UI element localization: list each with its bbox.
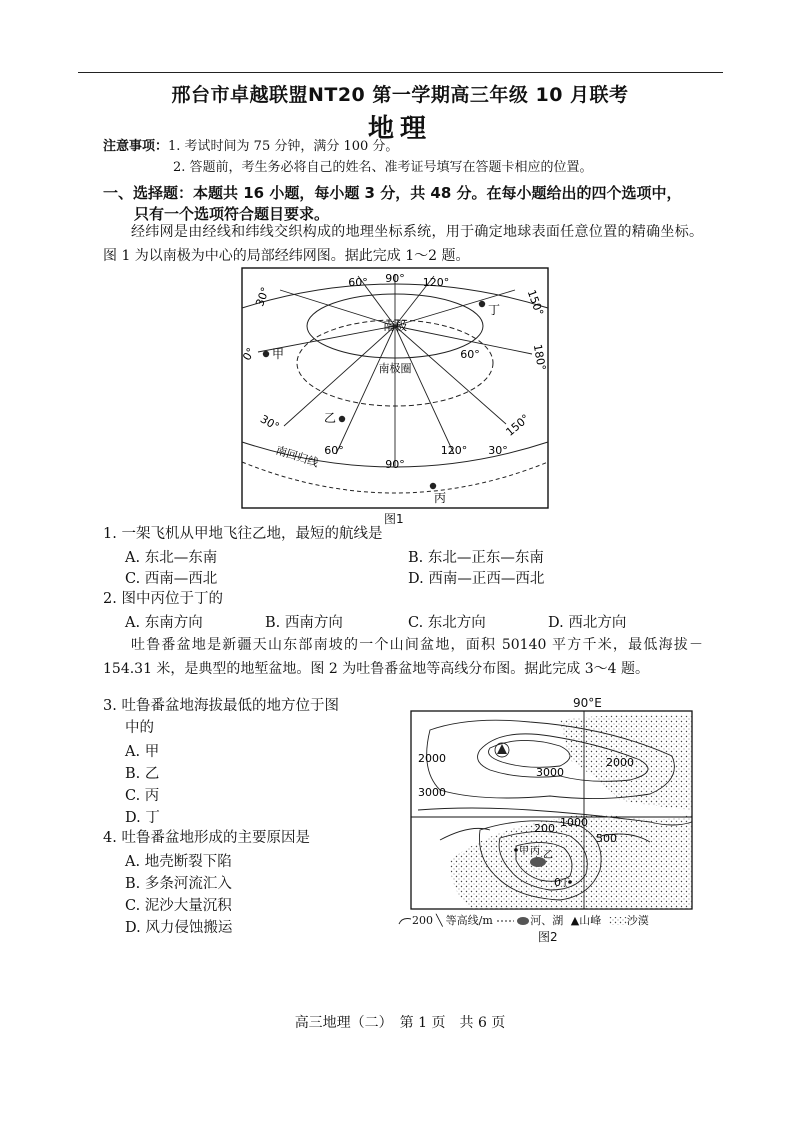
contour-label: 2000 [606,756,634,769]
question-3-option-b: B. 乙 [125,766,160,782]
lon-label: 30° [253,285,273,309]
lon-label: 30° [488,444,508,457]
subject-title: 地理 [367,114,432,144]
question-3-stem-2: 中的 [125,720,154,736]
figure-2 [410,710,693,910]
legend-contour-unit: 等高线/m [445,914,493,927]
notice-item-2: 2. 答题前，考生务必将自己的姓名、准考证号填写在答题卡相应的位置。 [173,160,593,175]
point-yi [339,416,345,422]
question-3-stem: 3. 吐鲁番盆地海拔最低的地方位于图 [103,698,339,714]
lon-label: 60° [324,444,344,457]
point-jia-label: 甲 [519,846,529,857]
point-bing-label: 丙 [433,491,447,505]
legend-contour-value: 200 [412,914,433,927]
contour-label: 500 [596,832,617,845]
lon-label: 0° [240,345,258,363]
peak-legend-icon: ▲ [570,914,580,927]
lon-label: 120° [422,276,450,289]
lon-label: 180° [530,343,549,372]
exam-title: 邢台市卓越联盟NT20 第一学期高三年级 10 月联考 [171,84,629,106]
question-1-option-a: A. 东北—东南 [125,550,218,566]
question-3-option-c: C. 丙 [125,788,160,804]
figure-2-caption: 图2 [538,930,558,944]
notice-item-1: 1. 考试时间为 75 分钟，满分 100 分。 [168,139,399,154]
point-ding-label: 丁 [560,878,570,889]
question-4-option-b: B. 多条河流汇入 [125,876,232,892]
section-title-2: 只有一个选项符合题目要求。 [134,205,330,223]
antarctic-circle-label: 南极圈 [378,362,412,375]
question-1-option-d: D. 西南—正西—西北 [408,571,545,587]
lon-label: 30° [258,412,282,434]
lon-label: 60° [460,348,480,361]
contour-legend-icon [398,916,412,926]
question-3-option-d: D. 丁 [125,810,160,826]
contour-label: 0 [554,876,561,889]
point-jia-label: 甲 [271,347,285,361]
contour-label: 3000 [536,766,564,779]
notice-label: 注意事项： [103,139,169,154]
legend-peak: 山峰 [579,914,602,927]
question-2-option-a: A. 东南方向 [125,615,203,631]
point-bing-label: 丙 [530,846,540,857]
lon-label: 150° [503,411,533,439]
contour-label: 1000 [560,816,588,829]
figure-1-graticule [240,266,550,510]
question-2-option-c: C. 东北方向 [408,615,486,631]
question-4-option-d: D. 风力侵蚀搬运 [125,920,233,936]
point-jia [263,351,269,357]
question-2-option-d: D. 西北方向 [548,615,627,631]
point-ding-label: 丁 [487,303,501,317]
legend-desert: 沙漠 [626,914,649,927]
page-footer: 高三地理（二） 第 1 页 共 6 页 [294,1015,506,1031]
lon-label: 150° [524,288,546,318]
figure-2-contour-map [410,710,693,910]
question-3-option-a: A. 甲 [125,744,160,760]
figure-1 [240,266,550,510]
lake-legend-icon [496,916,530,926]
point-yi-label: 乙 [323,411,337,425]
point-ding [479,301,485,307]
section-title: 一、选择题：本题共 16 小题，每小题 3 分，共 48 分。在每小题给出的四个选项中， [103,184,682,202]
question-1-option-c: C. 西南—西北 [125,571,218,587]
question-1-stem: 1. 一架飞机从甲地飞往乙地，最短的航线是 [103,526,383,542]
lon-label: 120° [440,444,468,457]
question-4-option-c: C. 泥沙大量沉积 [125,898,232,914]
notice [103,138,398,156]
question-4-option-a: A. 地壳断裂下陷 [125,854,232,870]
question-1-option-b: B. 东北—正东—东南 [408,550,544,566]
point-bing [430,483,436,489]
question-2-stem: 2. 图中丙位于丁的 [103,591,223,607]
top-rule [78,72,723,73]
contour-label: 2000 [418,752,446,765]
contour-label: 3000 [418,786,446,799]
lon-label: 90° [385,272,405,285]
south-pole-label: 南极 [382,319,408,333]
lon-label: 90° [385,458,405,471]
figure-1-caption: 图1 [384,512,404,526]
legend-lake: 河、湖 [530,914,564,927]
desert-legend-icon [609,916,627,926]
contour-label: 200 [534,822,555,835]
lon-90e-label: 90°E [573,696,602,710]
intro-paragraph-1: 经纬网是由经线和纬线交织构成的地理坐标系统，用于确定地球表面任意位置的精确坐标。图 1 为以南极为中心的局部经纬网图。据此完成 1～2 题。 [103,224,703,264]
figure-2-legend: 200 ╲ 等高线/m 河、湖 ▲山峰 沙漠 [398,912,698,928]
tropic-label: 南回归线 [274,443,321,470]
point-yi-label: 乙 [543,850,553,861]
intro-paragraph-2: 吐鲁番盆地是新疆天山东部南坡的一个山间盆地，面积 50140 平方千米，最低海拔－154.31 米，是典型的地堑盆地。图 2 为吐鲁番盆地等高线分布图。据此完成 3～4 题。 [103,637,703,677]
lon-label: 60° [348,276,368,289]
question-2-option-b: B. 西南方向 [265,615,343,631]
question-4-stem: 4. 吐鲁番盆地形成的主要原因是 [103,830,310,846]
